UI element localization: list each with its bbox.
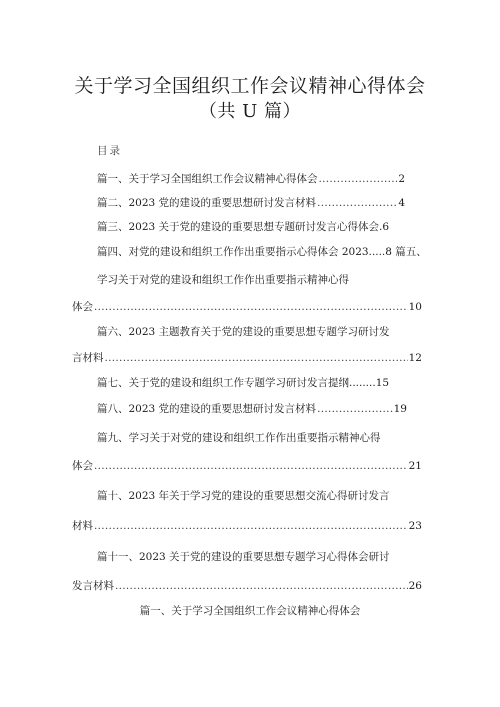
toc-leader-dots (115, 579, 408, 593)
toc-page-number: 2 (398, 173, 405, 185)
toc-entry-text: 篇八、2023 党的建设的重要思想研讨发言材料 (97, 403, 317, 415)
toc-page-number: 4 (398, 197, 405, 209)
toc-entry-text: 体会 (72, 460, 93, 472)
toc-heading: 目录 (97, 145, 122, 157)
toc-entry-continuation[interactable] (72, 351, 422, 365)
toc-leader-dots (317, 196, 397, 210)
toc-entry-continuation[interactable] (72, 300, 422, 314)
document-subtitle: （共 U 篇） (198, 101, 302, 122)
toc-entry[interactable]: 篇七、关于党的建设和组织工作专题学习研讨发言提纲........15 (97, 377, 390, 389)
toc-entry[interactable]: 篇三、2023 关于党的建设的重要思想专题研讨发言心得体会.6 (97, 221, 390, 233)
toc-leader-dots (94, 519, 408, 533)
toc-entry[interactable] (97, 402, 407, 416)
toc-entry-continuation[interactable] (72, 459, 422, 473)
toc-leader-dots (105, 351, 408, 365)
toc-entry-continuation[interactable] (72, 519, 422, 533)
toc-entry-continuation[interactable] (72, 579, 422, 593)
toc-page-number: 10 (408, 301, 422, 313)
document-title: 关于学习全国组织工作会议精神心得体会 (74, 75, 426, 97)
toc-entry[interactable]: 篇九、学习关于对党的建设和组织工作作出重要指示精神心得 (97, 432, 381, 444)
toc-page-number: 26 (408, 580, 422, 592)
toc-leader-dots (319, 172, 398, 186)
toc-leader-dots (94, 300, 408, 314)
toc-entry[interactable]: 篇十一、2023 关于党的建设的重要思想专题学习心得体会研讨 (97, 551, 390, 563)
toc-entry-text: 篇一、关于学习全国组织工作会议精神心得体会 (97, 173, 318, 185)
toc-entry-text: 材料 (72, 520, 93, 532)
toc-entry[interactable] (97, 172, 405, 186)
toc-page-number: 19 (393, 403, 407, 415)
toc-entry[interactable]: 篇十、2023 年关于学习党的建设的重要思想交流心得研讨发言 (97, 490, 390, 502)
toc-page-number: 12 (408, 352, 422, 364)
toc-entry[interactable] (97, 196, 405, 210)
toc-entry-text: 体会 (72, 301, 93, 313)
toc-leader-dots (94, 459, 408, 473)
toc-entry-text: 发言材料 (72, 580, 114, 592)
toc-page-number: 21 (408, 460, 422, 472)
toc-entry[interactable]: 学习关于对党的建设和组织工作作出重要指示精神心得 (97, 274, 349, 286)
toc-leader-dots (317, 402, 393, 416)
toc-entry-text: 言材料 (72, 352, 104, 364)
toc-entry-text: 篇二、2023 党的建设的重要思想研讨发言材料 (97, 197, 317, 209)
toc-entry[interactable]: 篇四、对党的建设和组织工作作出重要指示心得体会 2023.....8 篇五、 (97, 246, 427, 258)
section-heading: 篇一、关于学习全国组织工作会议精神心得体会 (139, 605, 361, 617)
toc-page-number: 23 (408, 520, 422, 532)
toc-entry[interactable]: 篇六、2023 主题教育关于党的建设的重要思想专题学习研讨发 (97, 326, 390, 338)
